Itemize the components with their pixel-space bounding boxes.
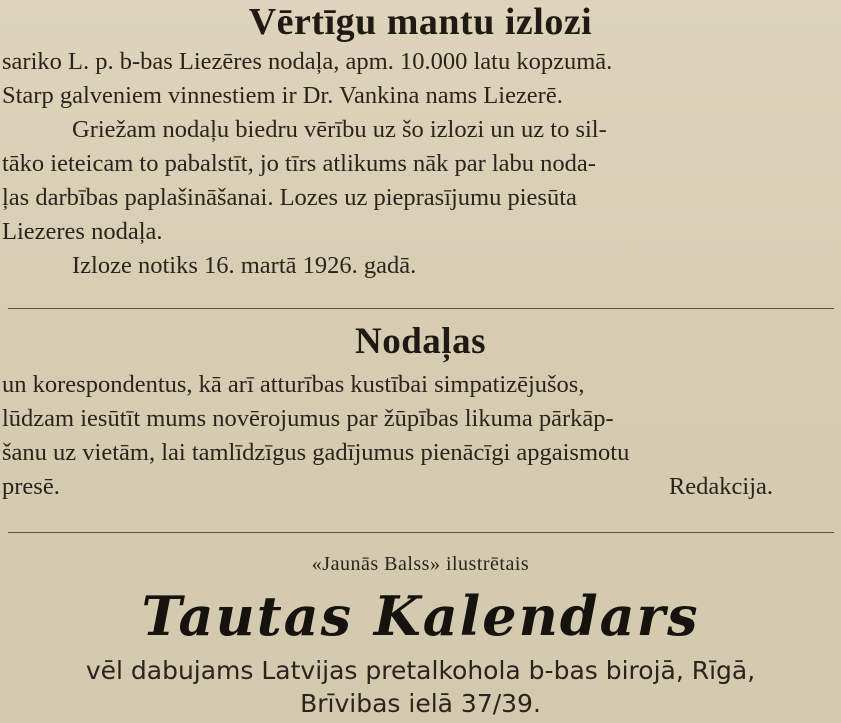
calendar-line-2: Brīvibas ielā 37/39. [300,689,541,718]
signature: Redakcija. [668,473,773,500]
branches-line-1: un korespondentus, kā arī atturības kustībai simpatizējušos, [2,371,585,398]
calendar-subtitle: «Jaunās Balss» ilustrētais [311,553,530,575]
calendar-line-1: vēl dabujams Latvijas pretalkohola b-bas birojā, Rīgā, [85,656,756,685]
lottery-line-5: ļas darbības paplašināšanai. Lozes uz pieprasījumu piesūta [2,184,577,211]
lottery-line-6: Liezeres nodaļa. [2,218,163,245]
calendar-title: Tautas Kalendars [141,584,700,648]
branches-line-2: lūdzam iesūtīt mums novērojumus par žūpības likuma pārkāp- [2,405,614,432]
divider-1 [8,308,834,309]
lottery-heading: Vērtīgu mantu izlozi [248,1,593,43]
branches-paragraph [0,368,841,504]
lottery-paragraph [0,45,841,283]
branches-heading: Nodaļas [355,321,486,362]
branches-line-4: presē. [2,473,60,500]
branches-last-row [2,470,833,504]
lottery-date-line: Izloze notiks 16. martā 1926. gadā. [72,252,417,279]
lottery-line-3: Griežam nodaļu biedru vērību uz šo izlozi un uz to sil- [72,116,607,143]
branches-line-3: šanu uz vietām, lai tamlīdzīgus gadījumus pienācīgi apgaismotu [2,439,630,466]
divider-2 [8,532,834,533]
lottery-line-4: tāko ieteicam to pabalstīt, jo tīrs atlikums nāk par labu noda- [2,150,596,177]
lottery-line-2: Starp galveniem vinnestiem ir Dr. Vankina nams Liezerē. [2,82,563,109]
lottery-line-1: sariko L. p. b-bas Liezēres nodaļa, apm. 10.000 latu kopzumā. [2,48,613,75]
calendar-address [0,654,841,720]
